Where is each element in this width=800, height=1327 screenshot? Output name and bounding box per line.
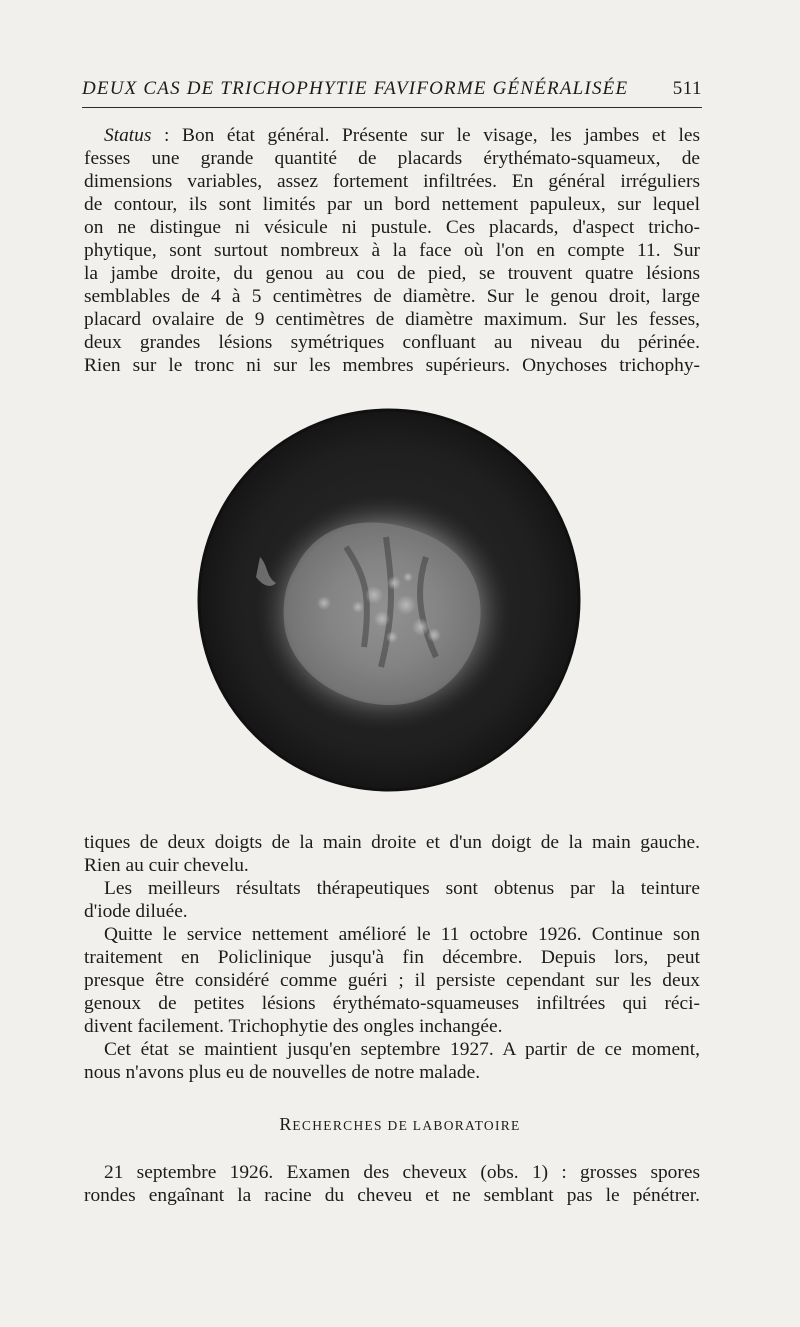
text-line: on ne distingue ni vésicule ni pustule. Ces placards, d'aspect tricho- [84,217,700,238]
text-line: deux grandes lésions symétriques confluant au niveau du périnée. [84,332,700,353]
text-line: divent facilement. Trichophytie des ongles inchangée. [84,1016,503,1037]
status-label: Status [104,125,152,146]
text-line: traitement en Policlinique jusqu'à fin décembre. Depuis lors, peut [84,947,700,968]
culture-plate-photograph [196,407,582,793]
laboratory-paragraph [84,1161,700,1207]
text-line: dimensions variables, assez fortement infiltrées. En général irréguliers [84,171,700,192]
text-line: Les meilleurs résultats thérapeutiques sont obtenus par la teinture [104,878,700,899]
text-line: genoux de petites lésions érythémato-squameuses infiltrées qui réci- [84,993,700,1014]
text-line: Rien au cuir chevelu. [84,855,249,876]
text-line [84,124,700,147]
text-line: rondes engaînant la racine du cheveu et ne semblant pas le pénétrer. [84,1185,700,1206]
page-number: 511 [672,78,702,99]
text-line: phytique, sont surtout nombreux à la face où l'on en compte 11. Sur [84,240,700,261]
text-line: Rien sur le tronc ni sur les membres supérieurs. Onychoses trichophy- [84,355,700,376]
text-line: placard ovalaire de 9 centimètres de diamètre maximum. Sur les fesses, [84,309,700,330]
text-line: 21 septembre 1926. Examen des cheveux (obs. 1) : grosses spores [104,1162,700,1183]
text-line: semblables de 4 à 5 centimètres de diamètre. Sur le genou droit, large [84,286,700,307]
section-heading [0,1114,800,1135]
text-line: d'iode diluée. [84,901,188,922]
running-title: DEUX CAS DE TRICHOPHYTIE FAVIFORME GÉNÉRALISÉE [82,78,629,99]
text-span: : Bon état général. Présente sur le visage, les jambes et les [151,125,700,146]
text-line: presque être considéré comme guéri ; il persiste cependant sur les deux [84,970,700,991]
text-line: Cet état se maintient jusqu'en septembre 1927. A partir de ce moment, [104,1039,700,1060]
text-line: nous n'avons plus eu de nouvelles de notre malade. [84,1062,481,1083]
text-line: de contour, ils sont limités par un bord nettement papuleux, sur lequel [84,194,700,215]
text-line: la jambe droite, du genou au cou de pied, se trouvent quatre lésions [84,263,700,284]
running-head [82,78,702,100]
section-heading-initial: R [279,1114,293,1134]
section-heading-rest: ECHERCHES DE LABORATOIRE [292,1118,521,1133]
culture-plate-icon [196,407,582,793]
text-line: Quitte le service nettement amélioré le 11 octobre 1926. Continue son [104,924,700,945]
header-rule [82,107,702,108]
text-line: fesses une grande quantité de placards érythémato-squameux, de [84,148,700,169]
text-line: tiques de deux doigts de la main droite et d'un doigt de la main gauche. [84,832,700,853]
status-paragraph [84,124,700,377]
continuation-paragraph [84,831,700,1084]
